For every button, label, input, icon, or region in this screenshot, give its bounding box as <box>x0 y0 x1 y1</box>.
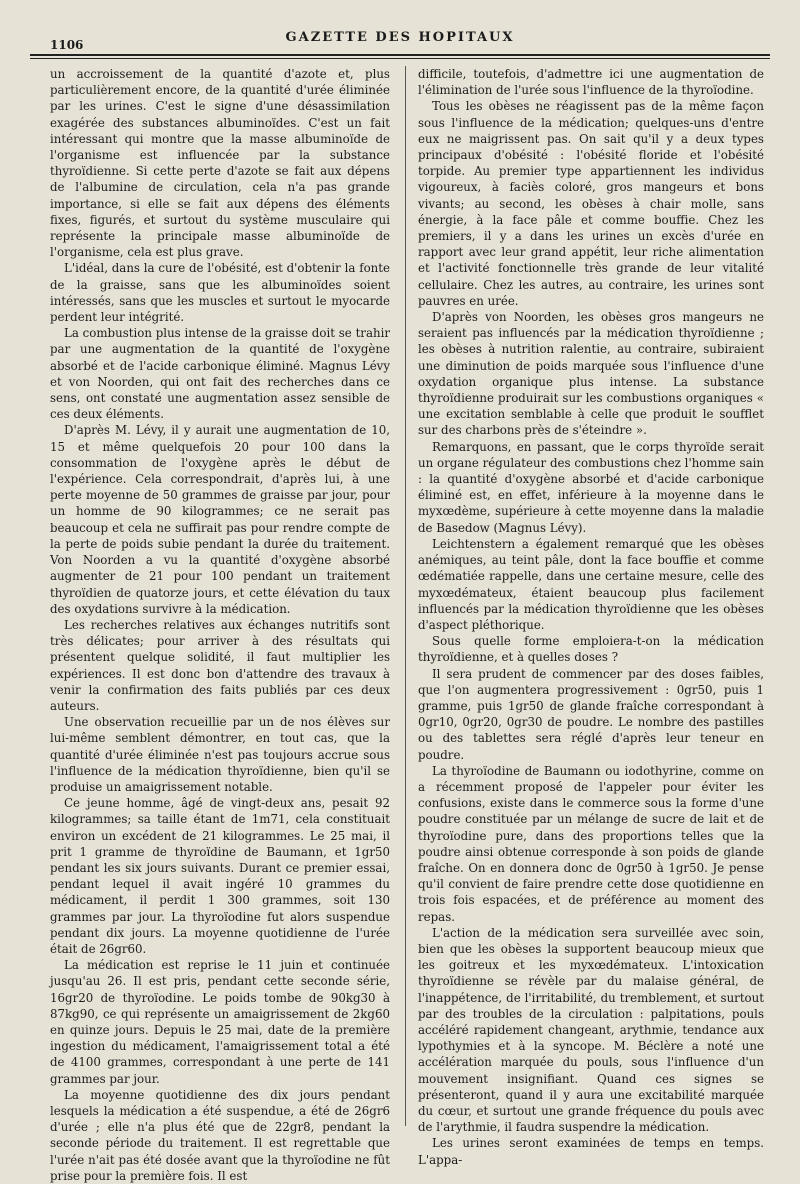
header-rule-thick <box>30 54 770 56</box>
paragraph: La médication est reprise le 11 juin et continuée jusqu'au 26. Il est pris, pendant cette seconde série, 16gr20 de thyroïodine. Le poids tombe de 90kg30 à 87kg90, ce qui représente un amaigrissement de 2kg60 en quinze jours. Depuis le 25 mai, date de la première ingestion du médicament, l'amaigrissement total a été de 4100 grammes, correspondant à une perte de 141 grammes par jour. <box>50 958 390 1086</box>
page-header <box>30 24 770 60</box>
left-column <box>50 66 390 1183</box>
paragraph: Il sera prudent de commencer par des doses faibles, que l'on augmentera progressivement : 0gr50, puis 1 gramme, puis 1gr50 de glande fraîche correspondant à 0gr10, 0gr20, 0gr30 de poudre. Le nombre des pastilles ou des tablettes sera réglé d'après leur teneur en poudre. <box>418 666 764 762</box>
journal-title: GAZETTE DES HOPITAUX <box>285 30 515 45</box>
paragraph: Les urines seront examinées de temps en temps. L'appa- <box>418 1136 764 1167</box>
header-rule-thin <box>30 58 770 59</box>
page-number: 1106 <box>50 38 84 52</box>
column-divider <box>405 66 406 1126</box>
paragraph: un accroissement de la quantité d'azote et, plus particulièrement encore, de la quantité d'urée éliminée par les urines. C'est le signe d'une désassimilation exagérée des substances albuminoïdes. C'est un fait intéressant qui montre que la masse albuminoïde de l'organisme est influencée par la substance thyroïdienne. Si cette perte d'azote se fait aux dépens de l'albumine de circulation, cela n'a pas grande importance, si elle se fait aux dépens des éléments fixes, figurés, et surtout du système musculaire qui représente la principale masse albuminoïde de l'organisme, cela est plus grave. <box>50 67 390 260</box>
paragraph: Tous les obèses ne réagissent pas de la même façon sous l'influence de la médication; quelques-uns d'entre eux ne maigrissent pas. On sait qu'il y a deux types principaux d'obésité : l'obésité floride et l'obésité torpide. Au premier type appartiennent les individus vigoureux, à faciès coloré, gros mangeurs et bons vivants; au second, les obèses à chair molle, sans énergie, à la face pâle et comme bouffie. Chez les premiers, il y a dans les urines un excès d'urée en rapport avec leur grand appétit, leur riche alimentation et l'activité fonctionnelle très grande de leur vitalité cellulaire. Chez les autres, au contraire, les urines sont pauvres en urée. <box>418 99 764 308</box>
paragraph: La combustion plus intense de la graisse doit se trahir par une augmentation de la quantité de l'oxygène absorbé et de l'acide carbonique éliminé. Magnus Lévy et von Noorden, qui ont fait des recherches dans ce sens, ont constaté une augmentation assez sensible de ces deux éléments. <box>50 326 390 422</box>
paragraph: Les recherches relatives aux échanges nutritifs sont très délicates; pour arriver à des résultats qui présentent quelque solidité, il faut multiplier les expériences. Il est donc bon d'attendre des travaux à venir la confirmation des faits publiés par ces deux auteurs. <box>50 617 390 713</box>
paragraph: D'après von Noorden, les obèses gros mangeurs ne seraient pas influencés par la médication thyroïdienne ; les obèses à nutrition ralentie, au contraire, subiraient une diminution de poids marquée sous l'influence d'une oxydation organique plus intense. La substance thyroïdienne produirait sur les combustions organiques « une excitation semblable à celle que produit le soufflet sur des charbons près de s'éteindre ». <box>418 310 764 438</box>
paragraph: Leichtenstern a également remarqué que les obèses anémiques, au teint pâle, dont la face bouffie et comme œdématiée rappelle, dans une certaine mesure, celle des myxœdémateux, étaient beaucoup plus facilement influencés par la médication thyroïdienne que les obèses d'aspect pléthorique. <box>418 536 764 632</box>
paragraph: difficile, toutefois, d'admettre ici une augmentation de l'élimination de l'urée sous l'influence de la thyroïodine. <box>418 67 764 98</box>
paragraph: La thyroïodine de Baumann ou iodothyrine, comme on a récemment proposé de l'appeler pour éviter les confusions, existe dans le commerce sous la forme d'une poudre constituée par un mélange de sucre de lait et de thyroïodine pure, dans des proportions telles que la poudre ainsi obtenue corresponde à son poids de glande fraîche. On en donnera donc de 0gr50 à 1gr50. Je pense qu'il convient de faire prendre cette dose quotidienne en trois fois espacées, et de préférence au moment des repas. <box>418 763 764 924</box>
paragraph: L'idéal, dans la cure de l'obésité, est d'obtenir la fonte de la graisse, sans que les albuminoïdes soient intéressés, sans que les muscles et surtout le myocarde perdent leur intégrité. <box>50 261 390 325</box>
paragraph: Sous quelle forme emploiera-t-on la médication thyroïdienne, et à quelles doses ? <box>418 634 764 665</box>
paragraph: L'action de la médication sera surveillée avec soin, bien que les obèses la supportent beaucoup mieux que les goitreux et les myxœdémateux. L'intoxication thyroïdienne se révèle par du malaise général, de l'inappétence, de l'irritabilité, du tremblement, et surtout par des troubles de la circulation : palpitations, pouls accéléré rapidement changeant, arythmie, tendance aux lypothymies et à la syncope. M. Béclère a noté une accélération marquée du pouls, sous l'influence d'un mouvement insignifiant. Quand ces signes se présenteront, quand il y aura une excitabilité marquée du cœur, et surtout une grande fréquence du pouls avec de l'arythmie, il faudra suspendre la médication. <box>418 925 764 1135</box>
paragraph: D'après M. Lévy, il y aurait une augmentation de 10, 15 et même quelquefois 20 pour 100 dans la consommation de l'oxygène après le début de l'expérience. Cela correspondrait, d'après lui, à une perte moyenne de 50 grammes de graisse par jour, pour un homme de 90 kilogrammes; ce ne serait pas beaucoup et cela ne suffirait pas pour rendre compte de la perte de poids subie pendant la durée du traitement. Von Noorden a vu la quantité d'oxygène absorbé augmenter de 21 pour 100 pendant un traitement thyroïdien de quatorze jours, et cette élévation du taux des oxydations survivre à la médication. <box>50 423 390 616</box>
paragraph: La moyenne quotidienne des dix jours pendant lesquels la médication a été suspendue, a été de 26gr6 d'urée ; elle n'a plus été que de 22gr8, pendant la seconde période du traitement. Il est regrettable que l'urée n'ait pas été dosée avant que la thyroïodine ne fût prise pour la première fois. Il est <box>50 1087 390 1183</box>
paragraph: Une observation recueillie par un de nos élèves sur lui-même semblent démontrer, en tout cas, que la quantité d'urée éliminée n'est pas toujours accrue sous l'influence de la médication thyroïdienne, bien qu'il se produise un amaigrissement notable. <box>50 715 390 794</box>
paragraph: Ce jeune homme, âgé de vingt-deux ans, pesait 92 kilogrammes; sa taille étant de 1m71, cela constituait environ un excédent de 21 kilogrammes. Le 25 mai, il prit 1 gramme de thyroïdine de Baumann, et 1gr50 pendant les six jours suivants. Durant ce premier essai, pendant lequel il avait ingéré 10 grammes du médicament, il perdit 1 300 grammes, soit 130 grammes par jour. La thyroïodine fut alors suspendue pendant dix jours. La moyenne quotidienne de l'urée était de 26gr60. <box>50 796 390 956</box>
right-column <box>418 66 764 1167</box>
paragraph: Remarquons, en passant, que le corps thyroïde serait un organe régulateur des combustions chez l'homme sain : la quantité d'oxygène absorbé et d'acide carbonique éliminé est, en effet, inférieure à la moyenne dans le myxœdème, supérieure à cette moyenne dans la maladie de Basedow (Magnus Lévy). <box>418 439 764 535</box>
